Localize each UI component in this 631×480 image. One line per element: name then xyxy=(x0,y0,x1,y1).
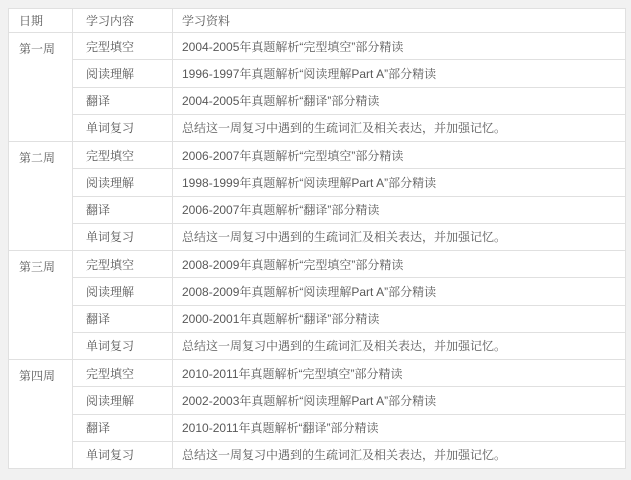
study-content-cell: 翻译 xyxy=(73,87,173,114)
study-content-cell: 翻译 xyxy=(73,196,173,223)
table-row xyxy=(9,332,626,359)
study-content-cell: 完型填空 xyxy=(73,360,173,387)
study-material-cell: 2010-2011年真题解析“翻译”部分精读 xyxy=(173,414,626,441)
study-content-cell: 翻译 xyxy=(73,414,173,441)
table-row xyxy=(9,305,626,332)
week-label-cell: 第四周 xyxy=(9,360,73,469)
study-content-cell: 单词复习 xyxy=(73,441,173,468)
study-material-cell: 2004-2005年真题解析“翻译”部分精读 xyxy=(173,87,626,114)
table-row xyxy=(9,196,626,223)
table-row xyxy=(9,60,626,87)
table-row xyxy=(9,33,626,60)
column-header-date: 日期 xyxy=(9,9,73,33)
study-material-cell: 2000-2001年真题解析“翻译”部分精读 xyxy=(173,305,626,332)
table-row xyxy=(9,169,626,196)
week-label-cell: 第二周 xyxy=(9,142,73,251)
study-content-cell: 完型填空 xyxy=(73,142,173,169)
study-content-cell: 翻译 xyxy=(73,305,173,332)
header-row xyxy=(9,9,626,33)
schedule-table-body xyxy=(9,33,626,469)
column-header-content: 学习内容 xyxy=(73,9,173,33)
table-row xyxy=(9,142,626,169)
study-material-cell: 总结这一周复习中遇到的生疏词汇及相关表达，并加强记忆。 xyxy=(173,441,626,468)
study-material-cell: 总结这一周复习中遇到的生疏词汇及相关表达，并加强记忆。 xyxy=(173,332,626,359)
study-content-cell: 阅读理解 xyxy=(73,60,173,87)
study-material-cell: 2010-2011年真题解析“完型填空”部分精读 xyxy=(173,360,626,387)
study-schedule-table xyxy=(8,8,626,469)
study-content-cell: 单词复习 xyxy=(73,114,173,141)
study-content-cell: 完型填空 xyxy=(73,251,173,278)
table-row xyxy=(9,360,626,387)
study-material-cell: 总结这一周复习中遇到的生疏词汇及相关表达，并加强记忆。 xyxy=(173,223,626,250)
study-content-cell: 完型填空 xyxy=(73,33,173,60)
table-row xyxy=(9,223,626,250)
table-row xyxy=(9,414,626,441)
study-content-cell: 阅读理解 xyxy=(73,387,173,414)
table-row xyxy=(9,441,626,468)
table-row xyxy=(9,387,626,414)
study-material-cell: 2008-2009年真题解析“完型填空”部分精读 xyxy=(173,251,626,278)
study-material-cell: 2004-2005年真题解析“完型填空”部分精读 xyxy=(173,33,626,60)
study-content-cell: 阅读理解 xyxy=(73,169,173,196)
column-header-material: 学习资料 xyxy=(173,9,626,33)
study-material-cell: 总结这一周复习中遇到的生疏词汇及相关表达，并加强记忆。 xyxy=(173,114,626,141)
study-content-cell: 单词复习 xyxy=(73,332,173,359)
study-content-cell: 阅读理解 xyxy=(73,278,173,305)
study-material-cell: 2006-2007年真题解析“完型填空”部分精读 xyxy=(173,142,626,169)
table-row xyxy=(9,278,626,305)
study-material-cell: 1996-1997年真题解析“阅读理解Part A”部分精读 xyxy=(173,60,626,87)
week-label-cell: 第一周 xyxy=(9,33,73,142)
study-material-cell: 2008-2009年真题解析“阅读理解Part A”部分精读 xyxy=(173,278,626,305)
study-material-cell: 2006-2007年真题解析“翻译”部分精读 xyxy=(173,196,626,223)
study-material-cell: 2002-2003年真题解析“阅读理解Part A”部分精读 xyxy=(173,387,626,414)
table-row xyxy=(9,251,626,278)
table-row xyxy=(9,87,626,114)
week-label-cell: 第三周 xyxy=(9,251,73,360)
study-material-cell: 1998-1999年真题解析“阅读理解Part A”部分精读 xyxy=(173,169,626,196)
study-content-cell: 单词复习 xyxy=(73,223,173,250)
table-row xyxy=(9,114,626,141)
